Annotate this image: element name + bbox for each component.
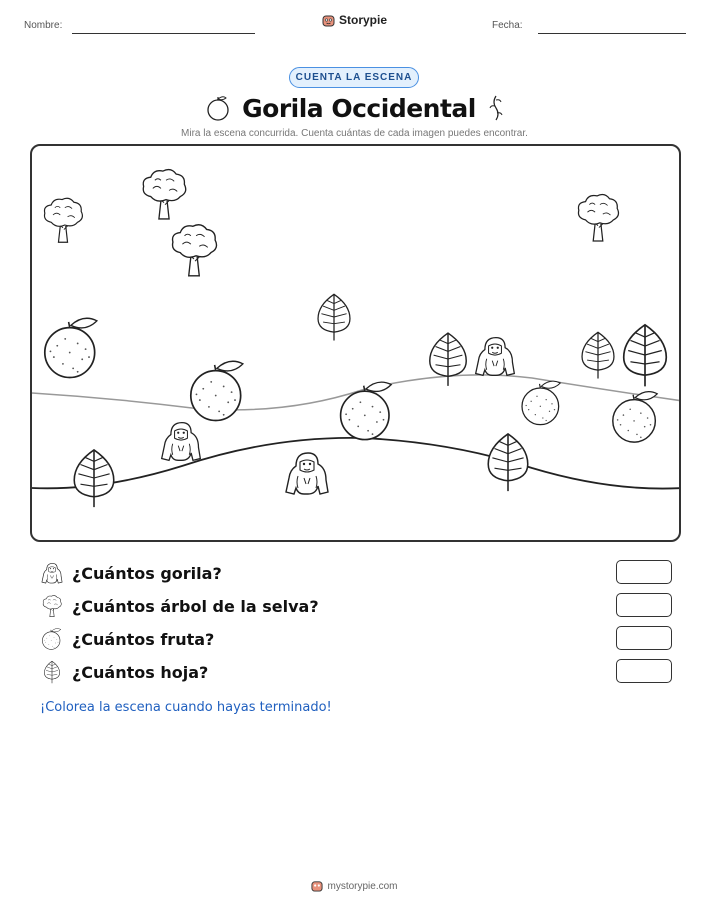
gorilla-icon [472,329,518,383]
tree-icon [167,221,221,279]
tree-icon [40,195,86,245]
brand-name: Storypie [339,13,388,27]
fruit-icon [517,378,567,428]
title-row [200,91,510,125]
gorilla-icon [282,444,332,502]
question-text: ¿Cuántos gorila? [72,563,222,583]
answer-box-tree[interactable] [616,593,672,617]
fruit-icon [204,94,232,122]
date-label: Fecha: [492,20,523,31]
brand-logo [322,13,387,27]
leaf-icon [424,329,472,389]
footer-url[interactable]: mystorypie.com [327,880,398,892]
fruit-icon [607,388,665,446]
fruit-icon [38,314,106,382]
question-text: ¿Cuántos fruta? [72,629,215,649]
leaf-icon [68,446,120,510]
leaf-icon [40,660,64,684]
storypie-logo-icon [322,14,335,27]
question-gorilla [40,560,672,586]
tree-icon [137,166,191,222]
answer-box-fruit[interactable] [616,626,672,650]
page-title: Gorila Occidental [242,93,476,123]
question-leaf [40,659,672,685]
vine-icon [486,94,506,122]
tree-icon [40,594,64,618]
footer [0,880,709,892]
name-label: Nombre: [24,20,63,31]
tree-icon [574,190,622,245]
fruit-icon [334,378,400,444]
answer-box-leaf[interactable] [616,659,672,683]
coloring-note: ¡Colorea la escena cuando hayas terminado! [40,700,332,715]
question-fruit [40,626,672,652]
leaf-icon [617,320,673,390]
scene-panel[interactable] [30,144,681,542]
gorilla-icon [158,414,204,468]
question-text: ¿Cuántos hoja? [72,662,209,682]
leaf-icon [577,329,619,381]
activity-badge: CUENTA LA ESCENA [289,67,419,88]
fruit-icon [40,627,64,651]
date-field[interactable] [538,33,686,34]
question-text: ¿Cuántos árbol de la selva? [72,596,319,616]
leaf-icon [482,429,534,495]
answer-box-gorilla[interactable] [616,560,672,584]
gorilla-icon [40,561,64,585]
leaf-icon [313,291,355,343]
storypie-logo-icon [311,880,323,892]
question-tree [40,593,672,619]
name-field[interactable] [72,33,255,34]
instructions: Mira la escena concurrida. Cuenta cuántas de cada imagen puedes encontrar. [181,128,528,139]
